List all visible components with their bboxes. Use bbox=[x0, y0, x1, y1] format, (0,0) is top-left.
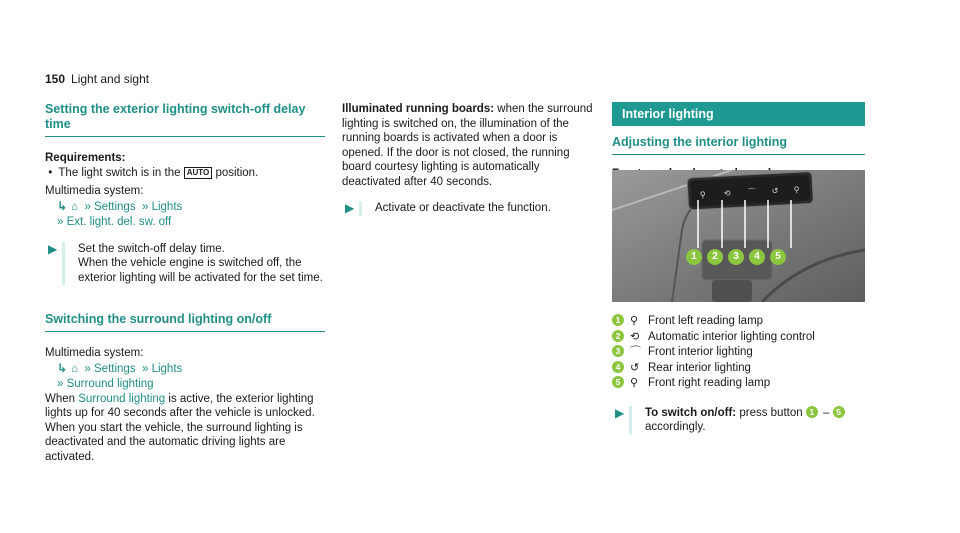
step-text-end: accordingly. bbox=[645, 421, 706, 433]
step-arrow-icon: ▶ bbox=[615, 405, 625, 420]
surround-section-title: Switching the surround lighting on/off bbox=[45, 312, 325, 332]
surround-body: When Surround lighting is active, the exterior lighting lights up for 40 seconds after the vehicle is unlocked. When you start the vehicle, the surround lighting is deactivated and the automatic driving lights are activated. bbox=[45, 392, 315, 463]
column-left bbox=[45, 102, 325, 464]
legend-item: 1 ⚲ Front left reading lamp bbox=[612, 314, 882, 330]
callout-2: 2 bbox=[707, 249, 723, 265]
legend-item: 5 ⚲ Front right reading lamp bbox=[612, 376, 882, 392]
control-panel-photo bbox=[612, 170, 865, 302]
callout-3: 3 bbox=[728, 249, 744, 265]
home-icon: ⌂ bbox=[71, 200, 79, 213]
chevron-icon: » bbox=[84, 362, 91, 375]
svg-text:⟲: ⟲ bbox=[723, 188, 731, 199]
surround-link: Surround lighting bbox=[78, 392, 166, 405]
menu-path-item: » Ext. light. del. sw. off bbox=[57, 215, 172, 228]
legend-item: 4 ↺ Rear interior lighting bbox=[612, 361, 882, 377]
svg-text:⚲: ⚲ bbox=[699, 190, 706, 200]
chevron-icon: » bbox=[57, 215, 64, 228]
interior-lighting-band: Interior lighting bbox=[612, 102, 865, 126]
auto-lighting-icon: ⟲ bbox=[630, 330, 640, 343]
legend-item: 3 ⌒ Front interior lighting bbox=[612, 345, 882, 361]
menu-path-item: » Surround lighting bbox=[57, 377, 154, 390]
chevron-icon: » bbox=[84, 200, 91, 213]
chevron-icon: » bbox=[141, 200, 149, 213]
reading-lamp-icon: ⚲ bbox=[630, 315, 639, 327]
interior-light-icon: ⌒ bbox=[630, 346, 641, 358]
system-label: Multimedia system: bbox=[45, 347, 144, 359]
home-icon: ⌂ bbox=[71, 362, 79, 375]
auto-icon: AUTO bbox=[184, 167, 213, 179]
rear-light-icon: ↺ bbox=[630, 361, 640, 374]
step-arrow-icon: ▶ bbox=[48, 241, 58, 256]
column-middle bbox=[342, 102, 597, 216]
step-text: Set the switch-off delay time. bbox=[78, 242, 225, 255]
step-text: Activate or deactivate the function. bbox=[375, 202, 551, 214]
section-name: Light and sight bbox=[71, 72, 150, 86]
delay-section-title: Setting the exterior lighting switch-off delay time bbox=[45, 102, 325, 137]
interior-subsection-title: Adjusting the interior lighting bbox=[612, 135, 865, 155]
callout-1: 1 bbox=[686, 249, 702, 265]
step-detail: When the vehicle engine is switched off, the exterior lighting will be activated for the set time. bbox=[78, 257, 323, 284]
system-label: Multimedia system: bbox=[45, 185, 144, 197]
chevron-icon: » bbox=[57, 377, 64, 390]
photo-callouts bbox=[686, 249, 786, 265]
svg-text:⚲: ⚲ bbox=[793, 185, 800, 195]
boards-paragraph: Illuminated running boards: when the surround lighting is switched on, the illumination of the running boards is activated when a door is opened. If the door is not closed, the running board courtesy lighting is automatically deactivated after 40 seconds. bbox=[342, 103, 593, 188]
delay-step bbox=[48, 241, 325, 286]
switch-step bbox=[615, 405, 875, 435]
reading-lamp-icon: ⚲ bbox=[630, 377, 639, 389]
legend-item: 2 ⟲ Automatic interior lighting control bbox=[612, 330, 882, 346]
overhead-panel-illustration bbox=[612, 170, 865, 302]
step-arrow-icon: ▶ bbox=[345, 201, 355, 215]
legend-list bbox=[612, 314, 882, 435]
menu-path: ↳ ⌂ » Settings » Lights bbox=[57, 198, 183, 213]
requirements-label: Requirements: bbox=[45, 152, 126, 164]
callout-5: 5 bbox=[770, 249, 786, 265]
requirement-item: • The light switch is in the AUTO position. bbox=[45, 166, 259, 179]
boards-step bbox=[345, 201, 597, 216]
svg-text:↺: ↺ bbox=[771, 186, 779, 196]
menu-path: ↳ ⌂ » Settings » Lights bbox=[57, 360, 183, 375]
page-number: 150 bbox=[45, 72, 66, 86]
chevron-icon: » bbox=[141, 362, 149, 375]
page-header bbox=[45, 72, 149, 86]
enter-arrow-icon: ↳ bbox=[57, 360, 68, 375]
step-text: To switch on/off: press button 1 – 5 bbox=[645, 406, 875, 421]
callout-4: 4 bbox=[749, 249, 765, 265]
enter-arrow-icon: ↳ bbox=[57, 198, 68, 213]
svg-text:⌒: ⌒ bbox=[747, 187, 757, 197]
